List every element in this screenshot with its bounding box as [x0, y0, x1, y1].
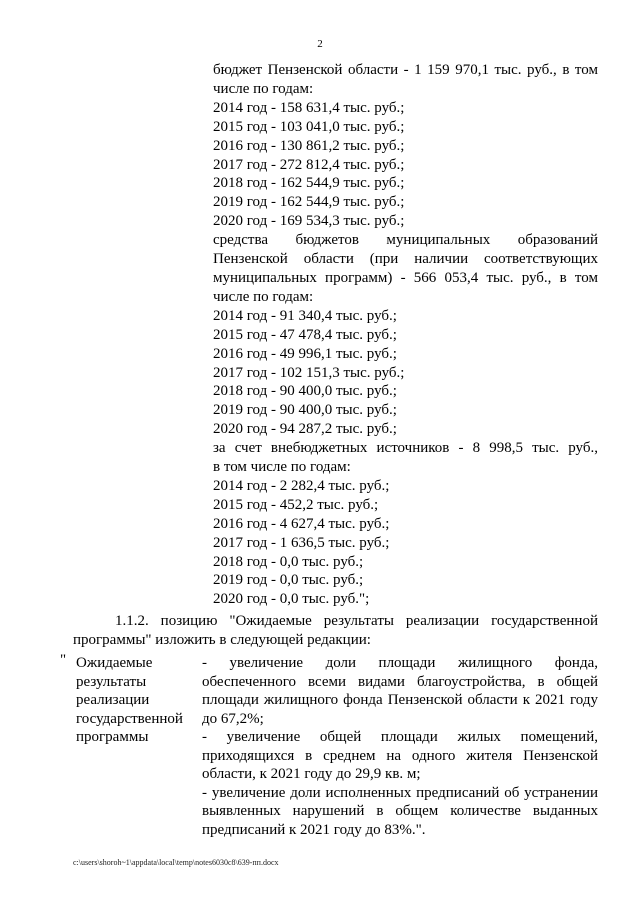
budget-line: Пензенской области (при наличии соответствующих — [213, 251, 598, 268]
page-number: 2 — [317, 38, 323, 50]
amendment-line-1: 1.1.2. позицию "Ожидаемые результаты реализации государственной — [115, 613, 598, 629]
table-label-line: государственной — [76, 710, 183, 727]
budget-line: бюджет Пензенской области - 1 159 970,1 тыс. руб., в том — [213, 62, 598, 78]
expected-result-item: - увеличение доли исполненных предписаний об устранении выявленных нарушений в общем количестве выданных предписаний к 2021 году до 83%.". — [202, 784, 598, 838]
table-label-cell — [76, 654, 196, 747]
budget-line: 2016 год - 4 627,4 тыс. руб.; — [213, 515, 390, 532]
budget-breakdown — [213, 61, 598, 609]
budget-line: 2016 год - 130 861,2 тыс. руб.; — [213, 137, 405, 154]
budget-line: 2020 год - 169 534,3 тыс. руб.; — [213, 213, 405, 230]
budget-line: 2019 год - 0,0 тыс. руб.; — [213, 572, 364, 589]
budget-line: за счет внебюджетных источников - 8 998,5 тыс. руб., — [213, 440, 598, 457]
budget-line: 2015 год - 47 478,4 тыс. руб.; — [213, 326, 397, 343]
budget-line: 2015 год - 452,2 тыс. руб.; — [213, 496, 379, 513]
budget-line: 2016 год - 49 996,1 тыс. руб.; — [213, 345, 397, 362]
expected-result-item: - увеличение общей площади жилых помещений, приходящихся в среднем на одного жителя Пензенской области, к 2021 году до 29,9 кв. м; — [202, 729, 598, 782]
budget-line: в том числе по годам: — [213, 459, 351, 476]
budget-line: 2014 год - 2 282,4 тыс. руб.; — [213, 477, 390, 494]
budget-line: 2020 год - 94 287,2 тыс. руб.; — [213, 421, 397, 438]
budget-line: 2019 год - 162 544,9 тыс. руб.; — [213, 194, 405, 211]
table-label-line: результаты — [76, 673, 147, 690]
expected-result-item: - увеличение доли площади жилищного фонда, обеспеченного всеми видами благоустройства, в общей площади жилищного фонда Пензенской области к 2021 году до 67,2%; — [202, 655, 598, 727]
budget-line: 2018 год - 162 544,9 тыс. руб.; — [213, 175, 405, 192]
file-path-footer: c:\users\shoroh~1\appdata\local\temp\notes6030c8\639-пп.docx — [73, 858, 279, 867]
budget-line: 2014 год - 91 340,4 тыс. руб.; — [213, 307, 397, 324]
budget-line: средства бюджетов муниципальных образований — [213, 232, 598, 249]
amendment-paragraph — [73, 612, 598, 650]
budget-line: муниципальных программ) - 566 053,4 тыс. руб., в том — [213, 269, 598, 286]
budget-line: 2017 год - 1 636,5 тыс. руб.; — [213, 534, 390, 551]
budget-line: 2020 год - 0,0 тыс. руб."; — [213, 591, 370, 608]
table-label-line: программы — [76, 729, 149, 745]
budget-line: 2018 год - 0,0 тыс. руб.; — [213, 553, 364, 570]
table-label-line: реализации — [76, 692, 150, 708]
table-value-cell — [202, 654, 598, 839]
table-label-line: Ожидаемые — [76, 655, 153, 671]
budget-line: 2019 год - 90 400,0 тыс. руб.; — [213, 402, 397, 419]
budget-line: 2015 год - 103 041,0 тыс. руб.; — [213, 118, 405, 135]
budget-line: числе по годам: — [213, 80, 314, 97]
budget-line: 2017 год - 102 151,3 тыс. руб.; — [213, 364, 405, 381]
budget-line: 2018 год - 90 400,0 тыс. руб.; — [213, 383, 397, 400]
budget-line: числе по годам: — [213, 288, 314, 305]
open-quote: " — [60, 652, 67, 668]
budget-line: 2014 год - 158 631,4 тыс. руб.; — [213, 99, 405, 116]
budget-line: 2017 год - 272 812,4 тыс. руб.; — [213, 156, 405, 173]
amendment-line-2: программы" изложить в следующей редакции: — [73, 632, 371, 648]
